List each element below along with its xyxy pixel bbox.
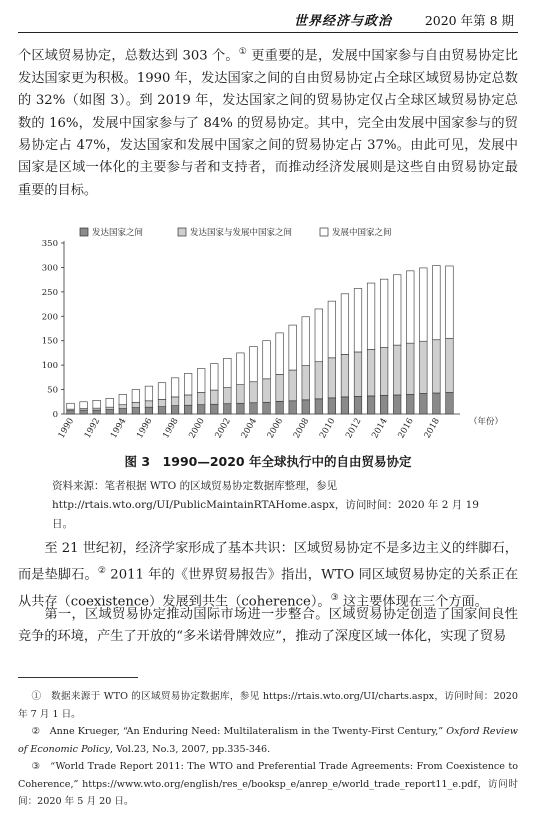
bar-segment-3	[341, 294, 349, 355]
bar-segment-1	[328, 398, 336, 414]
bar-segment-2	[315, 362, 323, 399]
figure-3-chart	[18, 226, 518, 452]
paragraph-text: 个区域贸易协定，总数达到 303 个。	[18, 48, 239, 64]
y-tick-label: 200	[41, 312, 58, 323]
bar-segment-3	[263, 341, 271, 379]
bar-segment-2	[341, 354, 349, 397]
bar-segment-1	[210, 404, 218, 414]
footnote-2	[18, 723, 518, 758]
bar-segment-1	[315, 399, 323, 414]
x-axis-label: （年份）	[468, 417, 504, 427]
bar-segment-1	[184, 405, 192, 414]
bar-segment-2	[184, 395, 192, 405]
bar-segment-2	[106, 407, 114, 409]
journal-name: Oxford Review of Economic Policy	[18, 726, 518, 755]
footnote-ref-3[interactable]: ③	[330, 593, 339, 604]
bar-segment-2	[224, 388, 232, 404]
bar-segment-3	[119, 394, 127, 404]
legend-swatch	[80, 228, 88, 236]
bar-segment-1	[446, 393, 454, 414]
bar-segment-1	[80, 410, 88, 414]
paragraph-text: 更重要的是，发展中国家参与自由贸易协定比发达国家更为积极。1990 年，发达国家之间的自由贸易协定占全球区域贸易协定总数的 32%（如图 3）。到 2019 年，发达国家之间的贸易协定仅占全球区域贸易协定总数的 16%，发展中国家参与了 84% 的贸易协定。其中，完全由发展中国家参与的贸易协定占 47%，发达国家和发展中国家之间的贸易协定占 37%。由此可见，发展中国家是区域一体化的主要参与者和支持者，而推动经济发展则是这些自由贸易协定最重要的目标。	[18, 48, 518, 198]
bar-segment-1	[433, 393, 441, 414]
bar-segment-3	[171, 378, 179, 397]
footnote-divider	[18, 677, 138, 678]
y-tick-label: 350	[41, 239, 58, 249]
bar-segment-1	[250, 403, 258, 414]
bar-segment-2	[446, 338, 454, 392]
bar-segment-1	[367, 396, 375, 414]
body-paragraph-3: 第一，区域贸易协定推动国际市场进一步整合。区域贸易协定创造了国家间良性竞争的环境，产生了开放的“多米诺骨牌效应”，推动了深度区域一体化，实现了贸易	[18, 607, 518, 645]
x-tick-label: 1990	[56, 416, 77, 441]
x-tick-label: 1992	[82, 416, 103, 441]
body-paragraph-2	[18, 538, 518, 614]
bar-segment-1	[341, 397, 349, 414]
bar-segment-2	[263, 379, 271, 402]
footnote-text: ② Anne Krueger, “An Enduring Need: Multilateralism in the Twenty-First Century,”	[31, 726, 447, 737]
y-tick-label: 300	[41, 263, 58, 274]
legend-swatch	[178, 228, 186, 236]
journal-title: 世界经济与政治	[293, 14, 392, 29]
bar-segment-3	[406, 271, 414, 343]
bar-segment-1	[132, 408, 140, 414]
bar-segment-1	[171, 406, 179, 414]
bar-segment-3	[289, 325, 297, 370]
bar-segment-2	[210, 390, 218, 404]
body-paragraph-1	[18, 41, 518, 202]
bar-segment-3	[158, 383, 166, 400]
bar-segment-2	[250, 382, 258, 403]
bar-segment-1	[380, 395, 388, 414]
bar-segment-3	[132, 390, 140, 403]
bar-segment-1	[197, 405, 205, 414]
bar-segment-1	[302, 400, 310, 414]
bar-segment-2	[276, 374, 284, 401]
bar-segment-2	[406, 343, 414, 394]
bar-segment-1	[106, 410, 114, 414]
footnote-3: ③ “World Trade Report 2011: The WTO and Preferential Trade Agreements: From Coexistence to Coherence,” https://www.wto.org/english/res_e/booksp_e/anrep_e/world_trade_report11_e.pdf，访问时间：2020 年 5 月 20 日。	[18, 761, 518, 807]
footnotes	[18, 688, 518, 811]
footnote-1: ① 数据来源于 WTO 的区域贸易协定数据库，参见 https://rtais.wto.org/UI/charts.aspx，访问时间：2020 年 7 月 1 日。	[18, 691, 518, 720]
bar-segment-1	[67, 411, 75, 414]
bar-segment-2	[119, 405, 127, 409]
bar-segment-3	[420, 268, 428, 341]
paragraph-text: 这主要体现在三个方面。	[338, 594, 488, 610]
bar-segment-2	[328, 358, 336, 398]
x-tick-label: 1998	[161, 416, 181, 441]
stacked-bar-chart	[18, 226, 518, 452]
bar-segment-3	[433, 265, 441, 339]
x-tick-label: 2000	[187, 416, 207, 441]
footnote-text: , Vol.23, No.3, 2007, pp.335-346.	[109, 743, 271, 755]
bar-segment-1	[224, 404, 232, 414]
x-tick-label: 2010	[317, 416, 338, 441]
y-tick-label: 150	[41, 336, 58, 347]
legend-label: 发达国家之间	[92, 228, 144, 238]
bar-segment-2	[237, 385, 245, 404]
figure-source: 资料来源：笔者根据 WTO 的区域贸易协定数据库整理，参见 http://rtais.wto.org/UI/PublicMaintainRTAHome.aspx，访问时间：2020 年 2 月 19 日。	[52, 480, 479, 530]
bar-segment-3	[224, 358, 232, 387]
bar-segment-1	[263, 402, 271, 414]
bar-segment-2	[420, 341, 428, 393]
paragraph-text: 2011 年的《世界贸易报告》指出，WTO 同区域贸易协定的关系正在从共存（coexistence）发展到共生（coherence）。	[18, 567, 519, 610]
y-tick-label: 0	[52, 410, 58, 420]
bar-segment-3	[302, 317, 310, 366]
bar-segment-1	[406, 394, 414, 414]
legend-label: 发展中国家之间	[332, 228, 392, 238]
bar-segment-2	[132, 402, 140, 407]
bar-segment-1	[237, 403, 245, 414]
bar-segment-2	[367, 350, 375, 396]
footnote-ref-1[interactable]: ①	[238, 47, 247, 57]
bar-segment-2	[393, 345, 401, 395]
x-tick-label: 2014	[370, 416, 390, 441]
bar-segment-3	[315, 309, 323, 362]
bar-segment-3	[354, 288, 362, 352]
bar-segment-3	[393, 275, 401, 345]
paragraph-text: 至 21 世纪初，经济学家形成了基本共识：区域贸易协定不是多边主义的绊脚石，而是垫脚石。	[18, 541, 518, 583]
bar-segment-2	[197, 393, 205, 405]
bar-segment-3	[145, 386, 153, 401]
figure-caption: 图 3 1990—2020 年全球执行中的自由贸易协定	[124, 454, 412, 469]
x-tick-label: 1996	[135, 416, 155, 441]
bar-segment-3	[446, 266, 454, 338]
bar-segment-2	[302, 366, 310, 400]
bar-segment-3	[237, 353, 245, 385]
bar-segment-1	[119, 409, 127, 414]
bar-segment-3	[250, 347, 258, 382]
bar-segment-1	[276, 401, 284, 414]
y-tick-label: 250	[41, 287, 58, 298]
x-tick-label: 2012	[344, 416, 364, 441]
issue-number: 2020 年第 8 期	[424, 13, 514, 28]
bar-segment-2	[171, 397, 179, 406]
bar-segment-2	[158, 399, 166, 406]
y-tick-label: 50	[47, 385, 58, 396]
y-tick-label: 100	[41, 361, 58, 372]
legend-label: 发达国家与发展中国家之间	[190, 228, 293, 238]
bar-segment-3	[106, 398, 114, 407]
x-tick-label: 2006	[265, 416, 286, 441]
bar-segment-3	[276, 333, 284, 375]
x-tick-label: 2018	[422, 416, 442, 441]
bar-segment-2	[289, 370, 297, 401]
x-tick-label: 2016	[396, 416, 416, 441]
legend-swatch	[320, 228, 328, 236]
bar-segment-3	[197, 369, 205, 393]
bar-segment-3	[210, 364, 218, 390]
x-tick-label: 2008	[291, 416, 312, 441]
bar-segment-1	[93, 410, 101, 414]
bar-segment-2	[354, 352, 362, 396]
bar-segment-1	[145, 407, 153, 414]
x-tick-label: 1994	[108, 416, 129, 441]
bar-segment-3	[184, 373, 192, 394]
bar-segment-1	[289, 401, 297, 414]
bar-segment-2	[380, 348, 388, 396]
bar-segment-3	[328, 301, 336, 358]
bar-segment-3	[67, 403, 75, 409]
bar-segment-3	[380, 279, 388, 347]
bar-segment-3	[93, 400, 101, 408]
bar-segment-3	[367, 283, 375, 349]
bar-segment-1	[158, 407, 166, 414]
x-tick-label: 2004	[239, 416, 260, 441]
bar-segment-3	[80, 402, 88, 409]
bar-segment-2	[145, 401, 153, 407]
bar-segment-2	[433, 340, 441, 393]
bar-segment-1	[420, 393, 428, 414]
x-tick-label: 2002	[213, 416, 233, 441]
footnote-ref-2[interactable]: ②	[97, 566, 106, 577]
bar-segment-1	[354, 396, 362, 414]
running-header	[18, 6, 518, 33]
bar-segment-1	[393, 395, 401, 414]
